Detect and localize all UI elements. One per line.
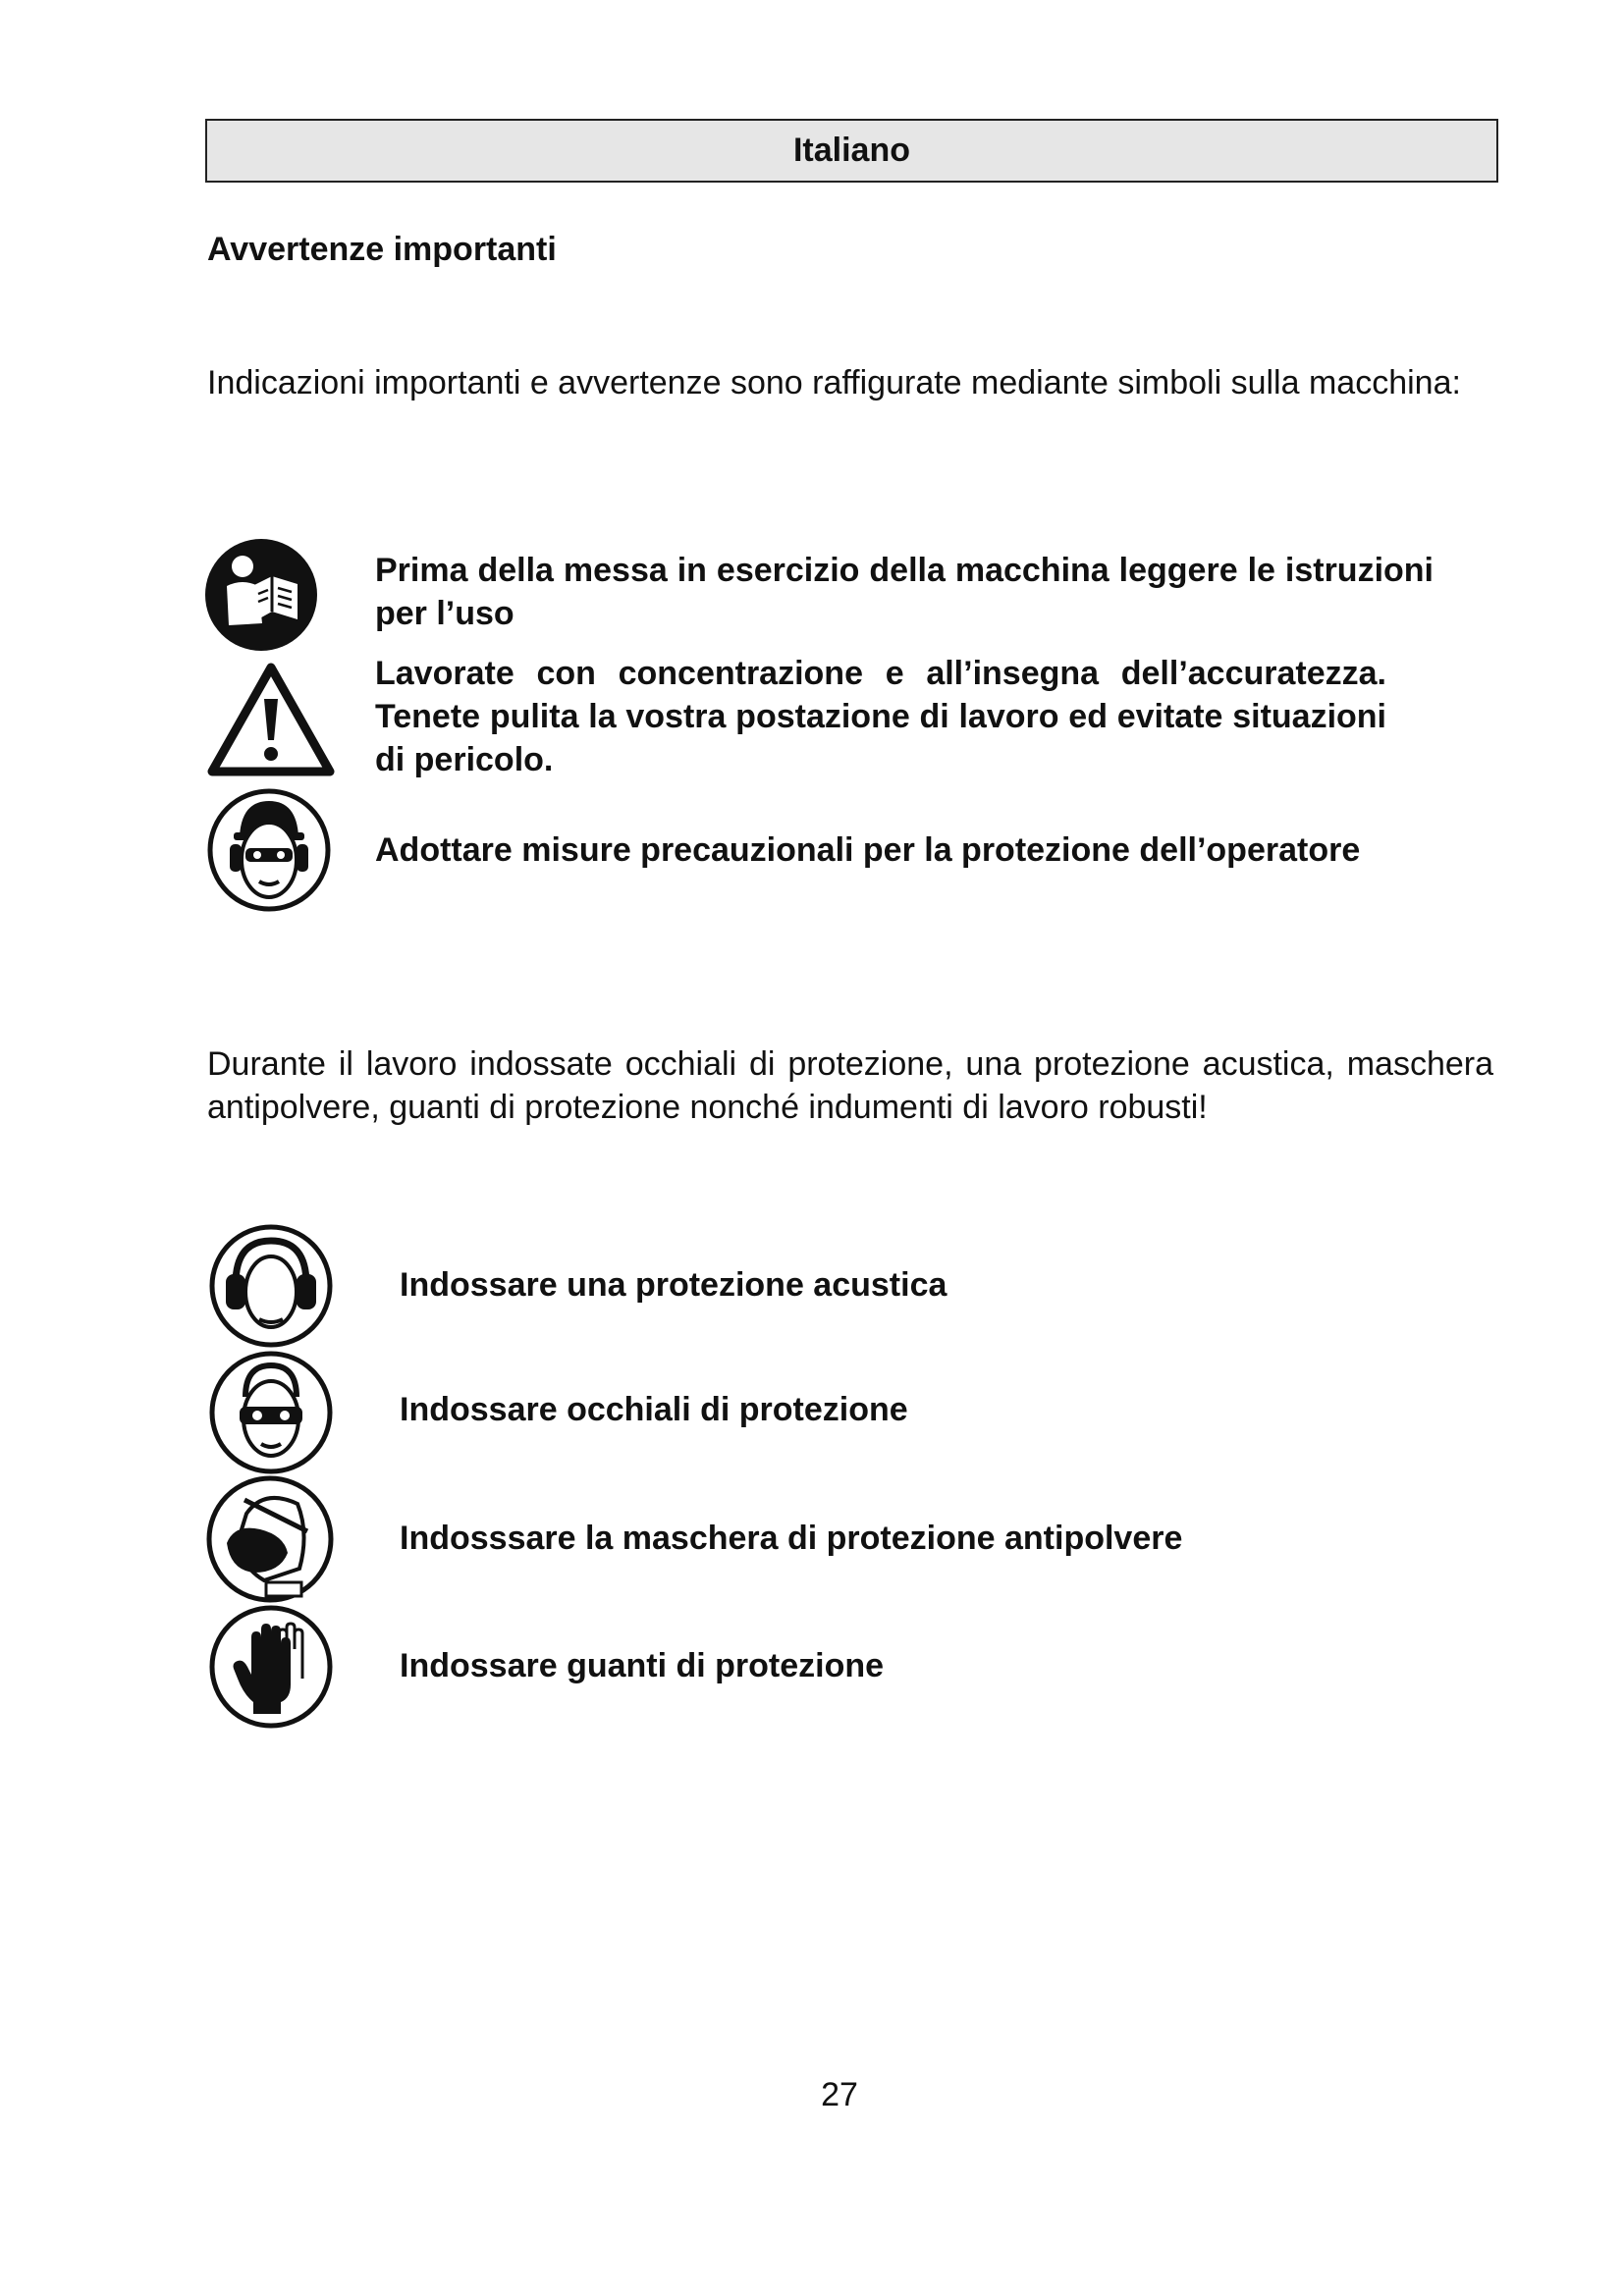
ppe-goggles-text: Indossare occhiali di protezione: [400, 1391, 908, 1428]
ppe-gloves-text: Indossare guanti di protezione: [400, 1647, 885, 1684]
warning-read-manual-text: Prima della messa in esercizio della macchina leggere le istruzioni per l’uso: [375, 552, 1434, 632]
warning-triangle-icon: [207, 662, 335, 777]
language-header: Italiano: [205, 119, 1498, 183]
dust-mask-icon: [205, 1474, 335, 1604]
page-number: 27: [821, 2076, 858, 2113]
warning-concentration-text: Lavorate con concentrazione e all’insegna dell’accuratezza. Tenete pulita la vostra postazione di lavoro ed evitate situazioni di pericolo.: [375, 655, 1386, 778]
section-heading: Avvertenze importanti: [207, 231, 557, 268]
ppe-dust-mask-text: Indosssare la maschera di protezione antipolvere: [400, 1520, 1183, 1557]
operator-protection-icon: [206, 787, 332, 913]
intro-paragraph: Indicazioni importanti e avvertenze sono raffigurate mediante simboli sulla macchina:: [207, 364, 1461, 401]
read-manual-icon: [203, 537, 319, 653]
warning-operator-protection-text: Adottare misure precauzionali per la protezione dell’operatore: [375, 831, 1361, 869]
protective-gloves-icon: [208, 1604, 334, 1730]
hearing-protection-icon: [208, 1223, 334, 1349]
safety-goggles-icon: [208, 1350, 334, 1475]
ppe-hearing-text: Indossare una protezione acustica: [400, 1266, 947, 1304]
during-work-paragraph: Durante il lavoro indossate occhiali di protezione, una protezione acustica, maschera antipolvere, guanti di protezione nonché indumenti di lavoro robusti!: [207, 1045, 1493, 1126]
